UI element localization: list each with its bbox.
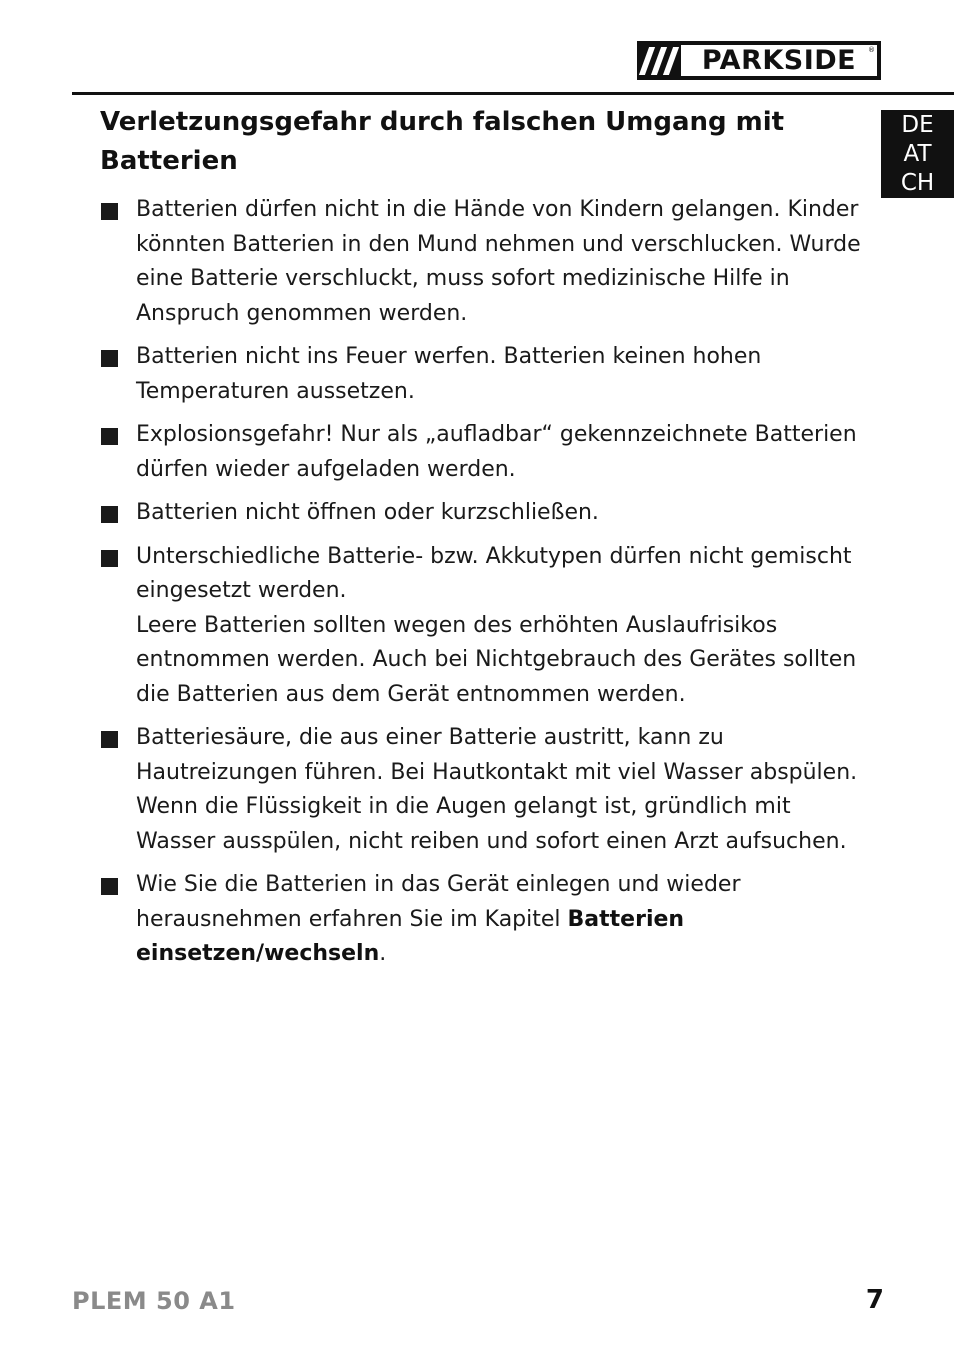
item-text: Unterschiedliche Batterie- bzw. Akkutypen dürfen nicht gemischt eingesetzt werden. [136,543,852,603]
list-item [100,540,870,713]
page-number: 7 [865,1285,884,1315]
section-heading: Verletzungsgefahr durch falschen Umgang mit Batterien [100,107,785,176]
item-text [136,868,870,972]
language-ch: CH [900,169,935,196]
language-de: DE [901,111,934,138]
item-text: Batterien dürfen nicht in die Hände von Kindern gelangen. Kinder könnten Batterien in den Mund nehmen und verschlucken. Wurde eine Batterie verschluckt, muss sofort medizinische Hilfe in Anspruch genommen werden. [136,197,861,326]
list-item [100,721,870,859]
list-item [100,868,870,972]
parkside-logo [637,41,881,80]
model-number: PLEM 50 A1 [72,1287,236,1315]
square-bullet-icon [101,428,118,445]
header-rule [72,92,954,95]
item-text: Batteriesäure, die aus einer Batterie austritt, kann zu Hautreizungen führen. Bei Hautkontakt mit viel Wasser abspülen. Wenn die Flüssigkeit in die Augen gelangt ist, gründlich mit Wasser ausspülen, nicht reiben und sofort einen Arzt aufsuchen. [136,725,858,854]
square-bullet-icon [101,203,118,220]
list-item [100,340,870,409]
language-tab [881,110,954,198]
list-item [100,193,870,331]
item-text: Batterien nicht ins Feuer werfen. Batterien keinen hohen Temperaturen aussetzen. [136,344,762,404]
item-text-lead: Wie Sie die Batterien in das Gerät einlegen und wieder herausnehmen erfahren Sie im Kapitel [136,872,741,932]
square-bullet-icon [101,550,118,567]
logo-wordmark [681,45,877,76]
square-bullet-icon [101,731,118,748]
square-bullet-icon [101,878,118,895]
logo-slashes-icon [641,41,677,80]
chapter-reference: Batterien einsetzen/wechseln [136,906,685,966]
item-text-continued: Leere Batterien sollten wegen des erhöhten Auslaufrisikos entnommen werden. Auch bei Nichtgebrauch des Gerätes sollten die Batterien aus dem Gerät entnommen werden. [136,612,857,707]
square-bullet-icon [101,506,118,523]
safety-list [100,193,870,981]
list-item [100,496,870,531]
item-text: Explosionsgefahr! Nur als „aufladbar“ gekennzeichnete Batterien dürfen wieder aufgeladen werden. [136,422,857,482]
registered-mark: ® [868,46,875,54]
list-item [100,418,870,487]
square-bullet-icon [101,350,118,367]
item-text-end: . [379,941,387,966]
language-at: AT [903,140,932,167]
item-text: Batterien nicht öffnen oder kurzschließen. [136,500,599,525]
logo-text: PARKSIDE [701,45,857,76]
